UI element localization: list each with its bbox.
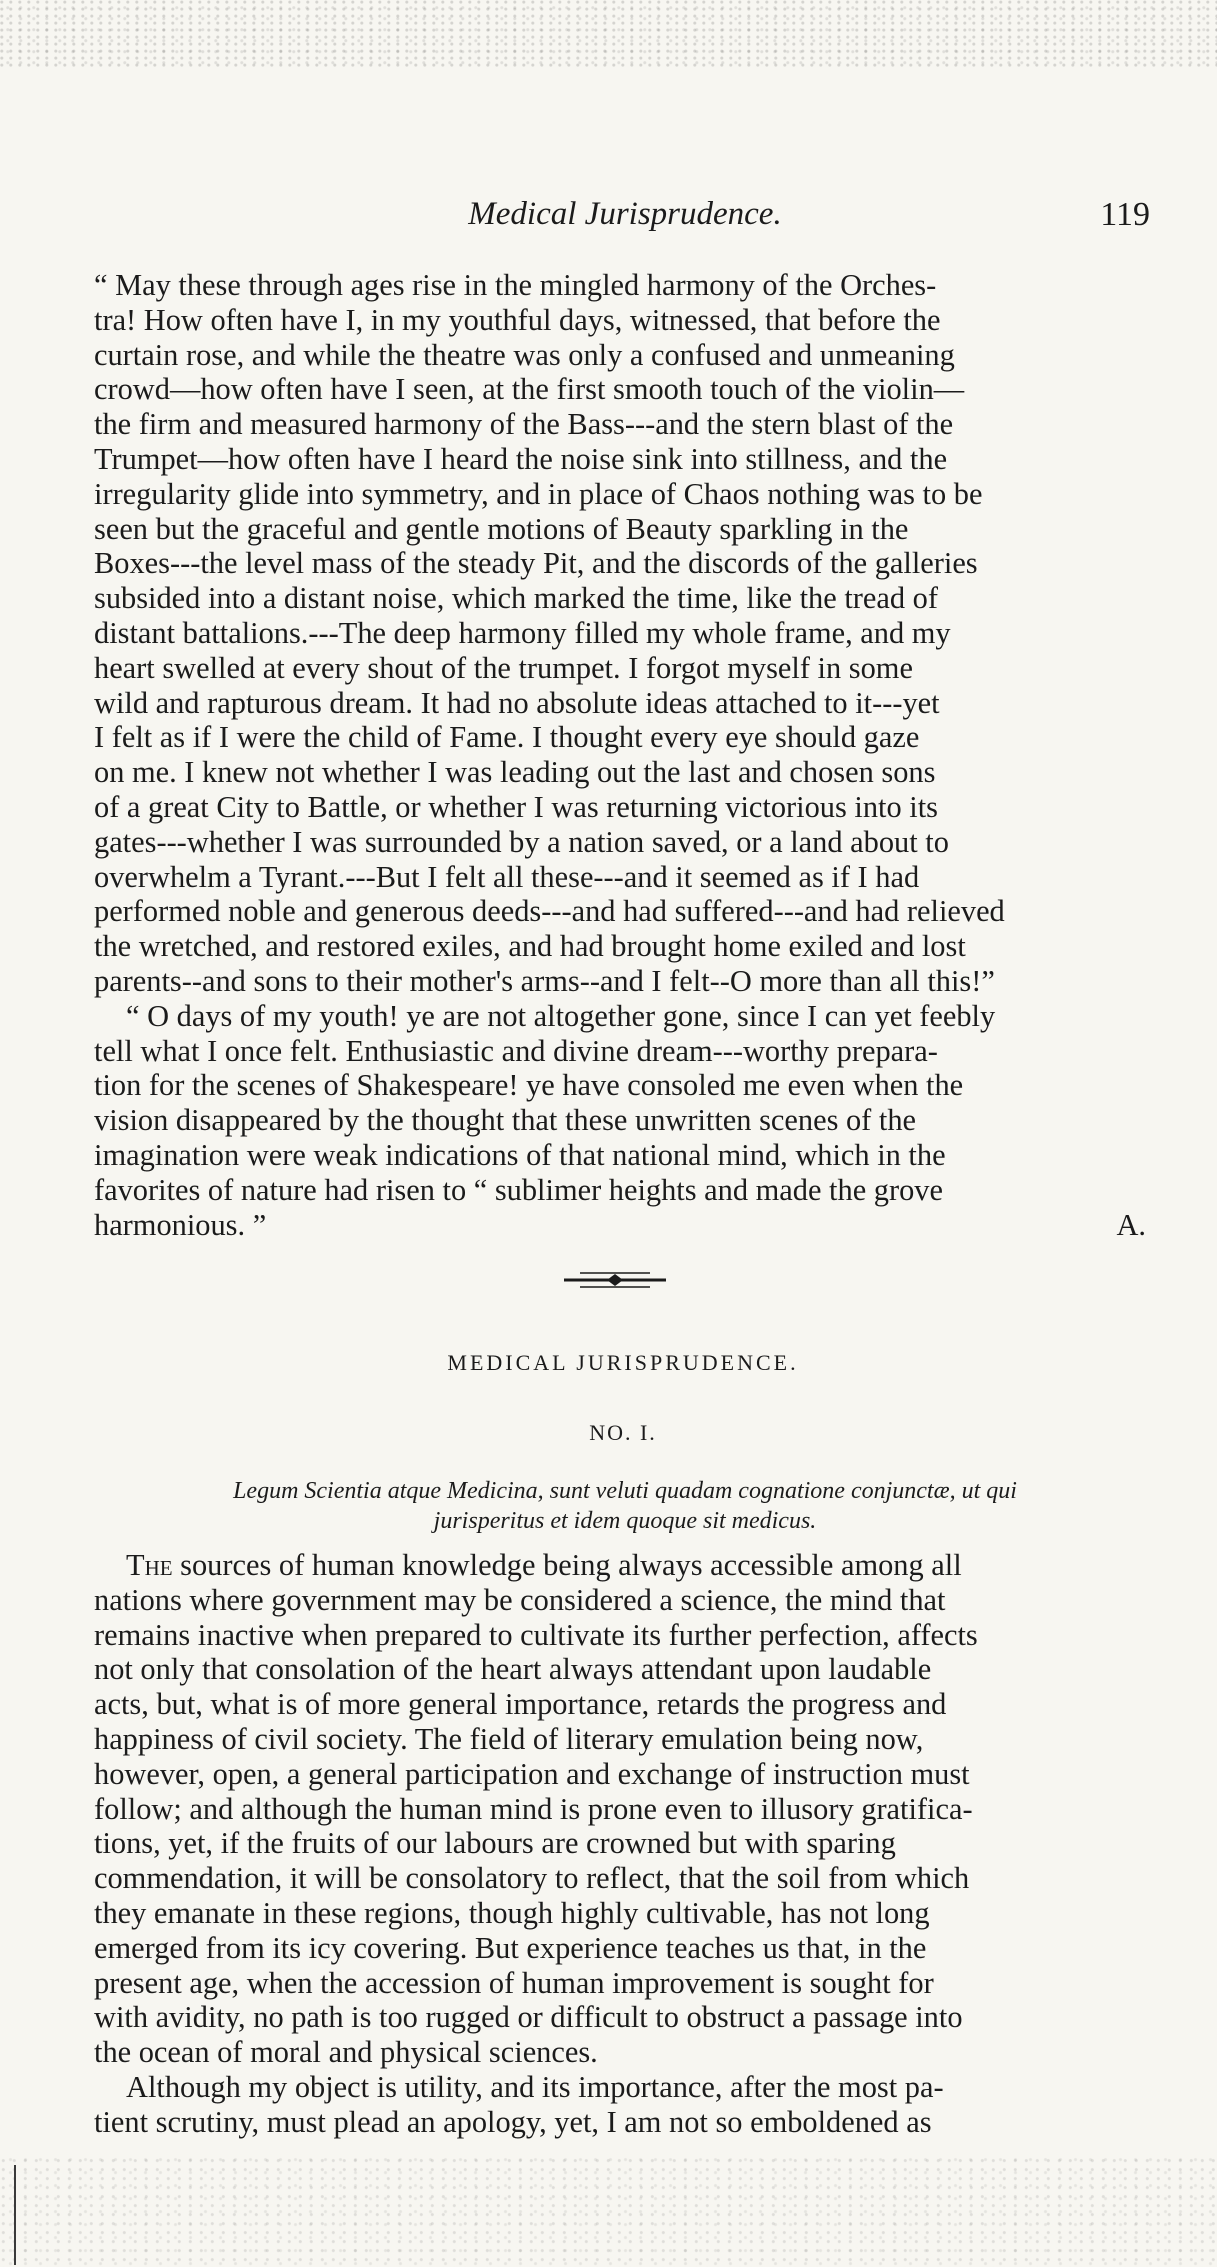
article-line-9: tions, yet, if the fruits of our labours are crowned but with sparing — [94, 1826, 896, 1861]
print-speckle-bottom — [0, 2157, 1217, 2267]
passage-line-20: the wretched, and restored exiles, and had brought home exiled and lost — [94, 929, 966, 964]
section-number: NO. I. — [589, 1420, 657, 1445]
article-line-17: tient scrutiny, must plead an apology, yet, I am not so emboldened as — [94, 2104, 932, 2139]
closing-line — [94, 1208, 1152, 1243]
passage-line-9: Boxes---the level mass of the steady Pit, and the discords of the galleries — [94, 546, 978, 581]
article-line-5: acts, but, what is of more general importance, retards the progress and — [94, 1687, 947, 1722]
passage-line-26: imagination were weak indications of that national mind, which in the — [94, 1137, 946, 1172]
article-line-14: with avidity, no path is too rugged or difficult to obstruct a passage into — [94, 2000, 963, 2035]
passage-line-15: on me. I knew not whether I was leading out the last and chosen sons — [94, 755, 936, 790]
closing-text: harmonious. ” — [94, 1207, 267, 1242]
print-speckle-top — [0, 0, 1217, 70]
article-line-6: happiness of civil society. The field of literary emulation being now, — [94, 1721, 924, 1756]
passage-line-22: “ O days of my youth! ye are not altogether gone, since I can yet feebly — [126, 998, 996, 1033]
section-divider-ornament — [560, 1268, 670, 1292]
article-line-1-rest: sources of human knowledge being always accessible among all — [172, 1548, 962, 1582]
passage-line-7: irregularity glide into symmetry, and in place of Chaos nothing was to be — [94, 476, 983, 511]
article-line-13: present age, when the accession of human improvement is sought for — [94, 1965, 934, 2000]
article-line-4: not only that consolation of the heart always attendant upon laudable — [94, 1652, 932, 1687]
binding-edge-rule — [14, 2165, 16, 2265]
passage-line-21: parents--and sons to their mother's arms--and I felt--O more than all this!” — [94, 963, 995, 998]
author-signature: A. — [1116, 1207, 1146, 1242]
article-line-10: commendation, it will be consolatory to reflect, that the soil from which — [94, 1861, 970, 1896]
latin-epigraph — [110, 1476, 1140, 1536]
passage-line-19: performed noble and generous deeds---and had suffered---and had relieved — [94, 894, 1005, 929]
passage-line-27: favorites of nature had risen to “ sublimer heights and made the grove — [94, 1172, 943, 1207]
page-number: 119 — [1100, 196, 1150, 233]
epigraph-line-1: Legum Scientia atque Medicina, sunt veluti quadam cognatione conjunctæ, ut qui — [233, 1478, 1017, 1504]
passage-line-24: tion for the scenes of Shakespeare! ye have consoled me even when the — [94, 1068, 964, 1103]
passage-line-2: tra! How often have I, in my youthful days, witnessed, that before the — [94, 302, 941, 337]
passage-line-23: tell what I once felt. Enthusiastic and divine dream---worthy prepara- — [94, 1033, 938, 1068]
article-line-16: Although my object is utility, and its importance, after the most pa- — [126, 2069, 944, 2104]
page-header — [100, 196, 1150, 240]
running-title: Medical Jurisprudence. — [468, 196, 782, 232]
article-line-7: however, open, a general participation and exchange of instruction must — [94, 1756, 970, 1791]
passage-line-12: heart swelled at every shout of the trumpet. I forgot myself in some — [94, 650, 913, 685]
passage-quote — [94, 268, 1152, 1242]
article-body — [94, 1548, 1152, 2140]
article-line-1 — [94, 1548, 1152, 1583]
passage-line-17: gates---whether I was surrounded by a nation saved, or a land about to — [94, 824, 949, 859]
passage-line-6: Trumpet—how often have I heard the noise sink into stillness, and the — [94, 441, 948, 476]
article-line-8: follow; and although the human mind is prone even to illusory gratifica- — [94, 1791, 973, 1826]
epigraph-line-2: jurisperitus et idem quoque sit medicus. — [433, 1508, 817, 1534]
passage-line-4: crowd—how often have I seen, at the first smooth touch of the violin— — [94, 372, 965, 407]
passage-line-1: “ May these through ages rise in the mingled harmony of the Orches- — [94, 268, 937, 302]
passage-line-11: distant battalions.---The deep harmony filled my whole frame, and my — [94, 615, 951, 650]
section-title: MEDICAL JURISPRUDENCE. — [447, 1350, 799, 1375]
passage-line-18: overwhelm a Tyrant.---But I felt all these---and it seemed as if I had — [94, 859, 920, 894]
passage-line-14: I felt as if I were the child of Fame. I thought every eye should gaze — [94, 720, 920, 755]
article-line-11: they emanate in these regions, though highly cultivable, has not long — [94, 1895, 930, 1930]
passage-line-5: the firm and measured harmony of the Bass---and the stern blast of the — [94, 407, 954, 442]
passage-line-10: subsided into a distant noise, which marked the time, like the tread of — [94, 581, 938, 616]
passage-line-25: vision disappeared by the thought that these unwritten scenes of the — [94, 1103, 917, 1138]
passage-line-8: seen but the graceful and gentle motions of Beauty sparkling in the — [94, 511, 909, 546]
passage-line-13: wild and rapturous dream. It had no absolute ideas attached to it---yet — [94, 685, 940, 720]
article-line-2: nations where government may be considered a science, the mind that — [94, 1582, 946, 1617]
article-line-3: remains inactive when prepared to cultivate its further perfection, affects — [94, 1617, 978, 1652]
passage-line-16: of a great City to Battle, or whether I was returning victorious into its — [94, 789, 938, 824]
article-first-word: The — [126, 1548, 173, 1582]
article-line-12: emerged from its icy covering. But experience teaches us that, in the — [94, 1930, 927, 1965]
passage-line-3: curtain rose, and while the theatre was only a confused and unmeaning — [94, 337, 955, 372]
article-line-15: the ocean of moral and physical sciences. — [94, 2035, 598, 2070]
